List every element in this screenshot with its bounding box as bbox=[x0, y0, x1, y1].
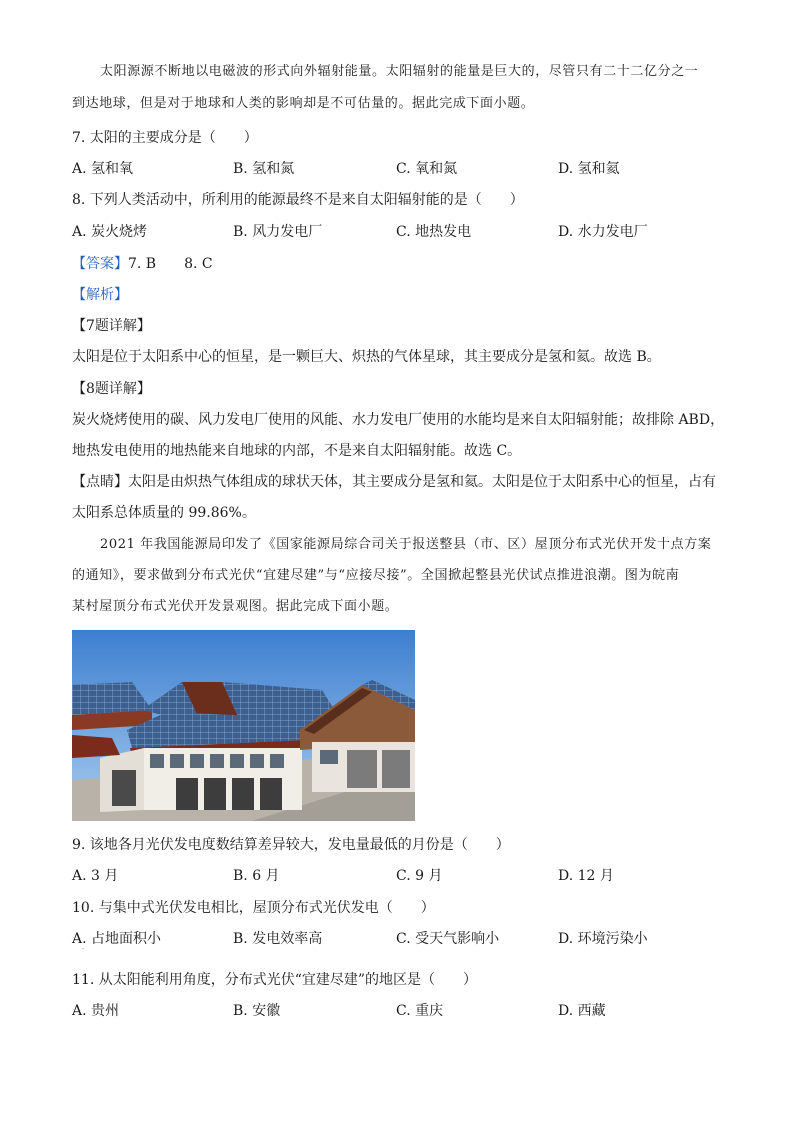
q10-option-c: C. 受天气影响小 bbox=[396, 931, 500, 947]
q10-option-a: A. 占地面积小 bbox=[72, 931, 162, 947]
q9-stem: 9. 该地各月光伏发电度数结算差异较大，发电量最低的月份是（ ） bbox=[72, 837, 510, 853]
intro2-line3: 某村屋顶分布式光伏开发景观图。据此完成下面小题。 bbox=[72, 599, 399, 614]
analysis-label: 【解析】 bbox=[72, 287, 128, 303]
intro1-line2: 到达地球，但是对于地球和人类的影响却是不可估量的。据此完成下面小题。 bbox=[72, 96, 535, 111]
stray-dot: · bbox=[82, 946, 84, 953]
detail8-line2: 地热发电使用的地热能来自地球的内部，不是来自太阳辐射能。故选 C。 bbox=[72, 443, 522, 459]
intro2-line2: 的通知》，要求做到分布式光伏“宜建尽建”与“应接尽接”。全国掀起整县光伏试点推进浪潮。图为皖南 bbox=[72, 568, 680, 583]
answer-label: 【答案】 bbox=[72, 256, 128, 272]
intro1-line1: 太阳源源不断地以电磁波的形式向外辐射能量。太阳辐射的能量是巨大的，尽管只有二十二亿分之一 bbox=[100, 64, 699, 79]
rooftop-solar-photo bbox=[72, 630, 415, 821]
tip-line1 bbox=[72, 472, 716, 492]
q8-option-d: D. 水力发电厂 bbox=[558, 224, 648, 240]
answer-line bbox=[72, 254, 213, 274]
tip-line2: 太阳系总体质量的 99.86%。 bbox=[72, 505, 256, 521]
q7-option-d: D. 氢和氦 bbox=[558, 161, 620, 177]
q8-option-a: A. 炭火烧烤 bbox=[72, 224, 148, 240]
q11-option-c: C. 重庆 bbox=[396, 1003, 444, 1019]
q8-option-c: C. 地热发电 bbox=[396, 224, 472, 240]
q11-option-d: D. 西藏 bbox=[558, 1003, 606, 1019]
q9-option-b: B. 6 月 bbox=[233, 868, 280, 884]
q7-option-a: A. 氢和氧 bbox=[72, 161, 134, 177]
q7-option-c: C. 氧和氮 bbox=[396, 161, 458, 177]
q10-option-b: B. 发电效率高 bbox=[233, 931, 323, 947]
q7-stem: 7. 太阳的主要成分是（ ） bbox=[72, 130, 258, 146]
q10-option-d: D. 环境污染小 bbox=[558, 931, 648, 947]
tip-label: 【点睛】 bbox=[72, 474, 128, 490]
intro2-line1: 2021 年我国能源局印发了《国家能源局综合司关于报送整县（市、区）屋顶分布式光伏开发十点方案 bbox=[100, 537, 712, 552]
q9-option-a: A. 3 月 bbox=[72, 868, 119, 884]
detail8-line1: 炭火烧烤使用的碳、风力发电厂使用的风能、水力发电厂使用的水能均是来自太阳辐射能；故排除 ABD， bbox=[72, 412, 725, 428]
q9-option-c: C. 9 月 bbox=[396, 868, 443, 884]
q8-option-b: B. 风力发电厂 bbox=[233, 224, 323, 240]
q11-stem: 11. 从太阳能利用角度，分布式光伏“宜建尽建”的地区是（ ） bbox=[72, 972, 478, 988]
q10-stem: 10. 与集中式光伏发电相比，屋顶分布式光伏发电（ ） bbox=[72, 900, 435, 916]
answer-text: 7. B 8. C bbox=[128, 256, 213, 272]
q11-option-a: A. 贵州 bbox=[72, 1003, 120, 1019]
q9-option-d: D. 12 月 bbox=[558, 868, 614, 884]
q11-option-b: B. 安徽 bbox=[233, 1003, 281, 1019]
detail7-label: 【7题详解】 bbox=[72, 318, 151, 334]
tip-text1: 太阳是由炽热气体组成的球状天体，其主要成分是氢和氦。太阳是位于太阳系中心的恒星，占有 bbox=[128, 474, 716, 490]
detail7-text: 太阳是位于太阳系中心的恒星，是一颗巨大、炽热的气体星球，其主要成分是氢和氦。故选 B。 bbox=[72, 349, 661, 365]
q7-option-b: B. 氢和氮 bbox=[233, 161, 295, 177]
q8-stem: 8. 下列人类活动中，所利用的能源最终不是来自太阳辐射能的是（ ） bbox=[72, 192, 524, 208]
detail8-label: 【8题详解】 bbox=[72, 381, 151, 397]
